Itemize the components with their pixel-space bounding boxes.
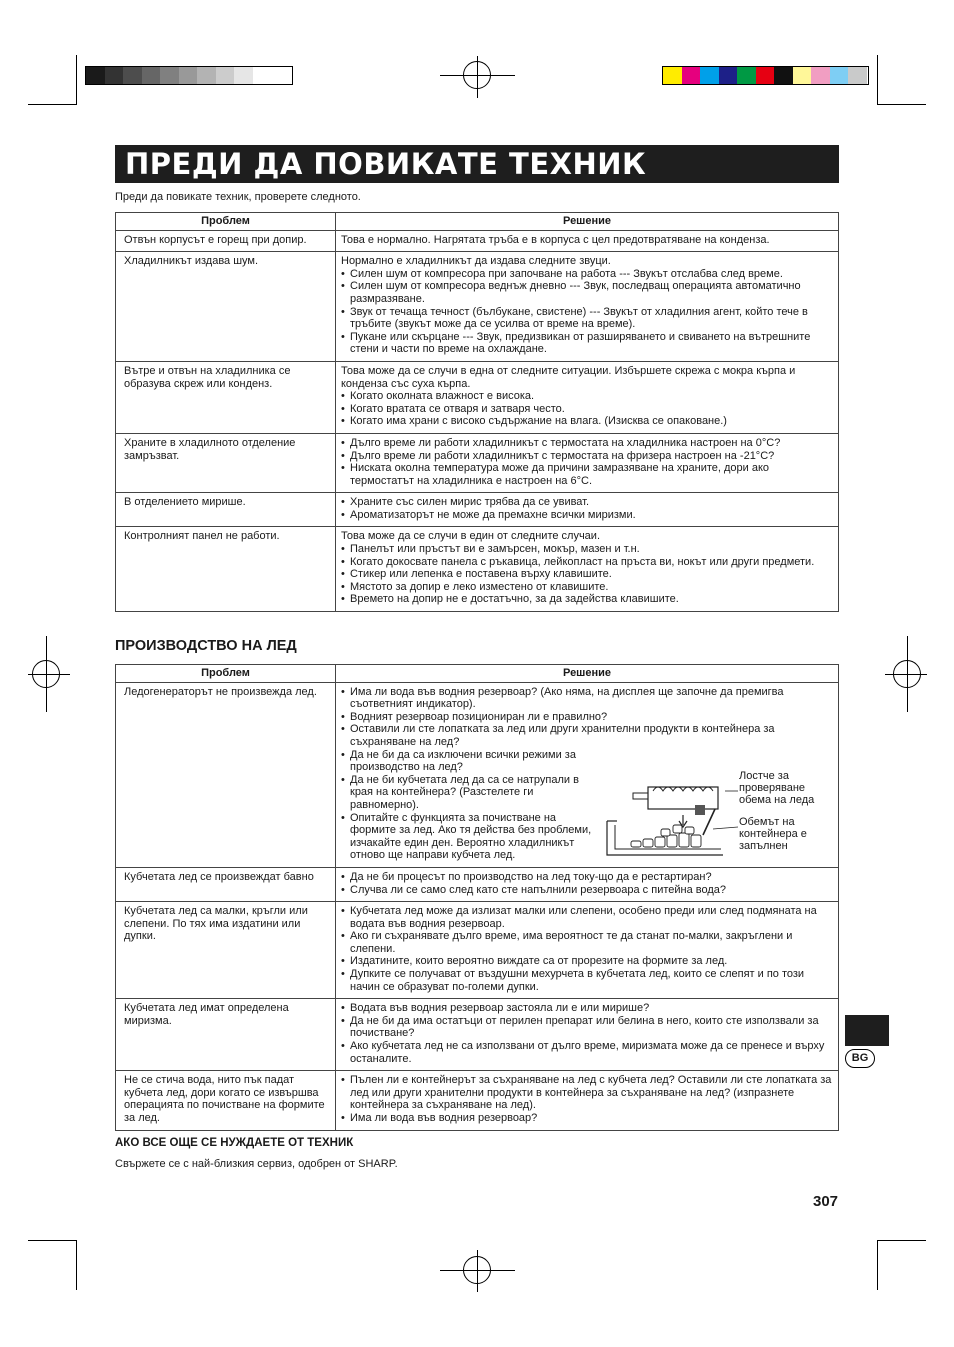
list-item: • Издатините, които вероятно виждате са от прорезите на формите за лед. — [341, 955, 833, 968]
list-item: • Водата във водния резервоар застояла ли е или мирише? — [341, 1002, 833, 1015]
troubleshooting-table — [115, 212, 839, 612]
table-row — [116, 999, 839, 1071]
color-swatch — [86, 67, 105, 84]
solution-body — [341, 1074, 833, 1124]
problem-cell: Кубчетата лед са малки, кръгли или слепени. По тях има издатини или дупки. — [116, 902, 336, 999]
page-number: 307 — [813, 1193, 839, 1210]
color-swatch — [830, 67, 849, 84]
list-item: • Силен шум от компресора при започване на работа --- Звукът отслабва след време. — [341, 268, 833, 281]
solution-list — [341, 268, 833, 356]
solution-cell — [336, 902, 839, 999]
list-item: • Ако кубчетата лед не са използвани от дълго време, миризмата може да се пренесе и върху останалите. — [341, 1040, 833, 1065]
solution-list — [341, 1002, 833, 1065]
list-item: • Когато има храни с високо съдържание на влага. (Изисква се опаковане.) — [341, 415, 833, 428]
color-swatch — [719, 67, 738, 84]
color-swatch — [216, 67, 235, 84]
color-swatch — [123, 67, 142, 84]
list-item: • Водният резервоар позициониран ли е правилно? — [341, 711, 833, 724]
list-item: • Когато околната влажност е висока. — [341, 390, 833, 403]
table-row — [116, 527, 839, 612]
solution-lead: Това може да се случи в една от следните ситуации. Избършете скрежа с мокра кърпа и конденза със суха кърпа. — [341, 364, 796, 390]
solution-cell — [336, 867, 839, 901]
problem-cell: Кубчетата лед се произвеждат бавно — [116, 867, 336, 901]
solution-list — [341, 390, 833, 428]
ice-section-title: ПРОИЗВОДСТВО НА ЛЕД — [115, 638, 297, 654]
table-row — [116, 230, 839, 252]
color-swatch — [737, 67, 756, 84]
list-item: • Мястото за допир е леко изместено от клавишите. — [341, 581, 833, 594]
list-item: • Пълен ли е контейнерът за съхраняване на лед с кубчета лед? Оставили ли сте лопатката за лед или други хранителни продукти в контейнера за съхраняване на лед? (изпразнете контейнера за съхраняване на лед). — [341, 1074, 833, 1112]
list-item: • Кубчетата лед може да излизат малки или слепени, особено преди или след подмяната на водата във водния резервоар. — [341, 905, 833, 930]
color-swatch — [663, 67, 682, 84]
solution-list — [341, 871, 833, 896]
list-item: • Дупките се получават от въздушни мехурчета в кубчетата лед, които се слепят и по този начин се образуват по-големи дупки. — [341, 968, 833, 993]
solution-list — [341, 496, 833, 521]
solution-list — [341, 905, 833, 993]
list-item: • Когато вратата се отваря и затваря често. — [341, 403, 833, 416]
list-item: • Дълго време ли работи хладилникът с термостата на хладилника настроен на 0°C? — [341, 437, 833, 450]
solution-cell — [336, 682, 839, 867]
problem-cell: В отделението мирише. — [116, 493, 336, 527]
problem-cell: Отвън корпусът е горещ при допир. — [116, 230, 336, 252]
list-item: • Има ли вода във водния резервоар? — [341, 1112, 833, 1125]
list-item: • Храните със силен мирис трябва да се увиват. — [341, 496, 833, 509]
lever-label: Лостче за проверяване обема на леда — [739, 769, 815, 807]
list-item: • Силен шум от компресора веднъж дневно --- Звук, последващ операцията автоматично размразяване. — [341, 280, 833, 305]
solution-cell — [336, 999, 839, 1071]
table-row — [116, 493, 839, 527]
grayscale-calibration-strip — [85, 66, 293, 85]
list-item: • Звук от течаща течност (бълбукане, свистене) --- Звукът от хладилния агент, който тече в тръбите (звукът може да се усилва от време на време). — [341, 306, 833, 331]
problem-cell: Контролният панел не работи. — [116, 527, 336, 612]
color-swatch — [105, 67, 124, 84]
problem-cell: Кубчетата лед имат определена миризма. — [116, 999, 336, 1071]
list-item: • Да не би да са изключени всички режими за производство на лед? — [341, 749, 605, 774]
color-swatch — [774, 67, 793, 84]
solution-cell — [336, 1071, 839, 1130]
page-title: ПРЕДИ ДА ПОВИКАТЕ ТЕХНИК — [115, 145, 839, 183]
problem-cell: Не се стича вода, нито пък падат кубчета лед, дори когато се извършва операцията по почистване на формите за лед. — [116, 1071, 336, 1130]
color-swatch — [142, 67, 161, 84]
table-row — [116, 252, 839, 362]
list-item: • Пукане или скърцане --- Звук, предизвикан от разширяването и свиването на вътрешните стени и части по време на охлаждане. — [341, 331, 833, 356]
solution-header: Решение — [336, 665, 839, 683]
solution-list — [341, 437, 833, 487]
color-swatch — [197, 67, 216, 84]
color-swatch — [160, 67, 179, 84]
list-item: • Да не би да има остатъци от перилен препарат или белина в него, които сте използвали за почистване? — [341, 1015, 833, 1040]
color-swatch — [756, 67, 775, 84]
solution-cell — [336, 433, 839, 492]
problem-cell: Хладилникът издава шум. — [116, 252, 336, 362]
solution-cell — [336, 230, 839, 252]
list-item: • Ароматизаторът не може да премахне всички миризми. — [341, 509, 833, 522]
list-item: • Оставили ли сте лопатката за лед или други хранителни продукти в контейнера за съхраняване на лед? — [341, 723, 833, 748]
solution-header: Решение — [336, 213, 839, 231]
problem-cell: Храните в хладилното отделение замръзват. — [116, 433, 336, 492]
solution-lead: Нормално е хладилникът да издава следните звуци. — [341, 255, 611, 268]
color-swatch — [179, 67, 198, 84]
problem-header: Проблем — [116, 213, 336, 231]
solution-body — [341, 686, 833, 862]
table-row — [116, 902, 839, 999]
color-swatch — [234, 67, 253, 84]
solution-cell — [336, 252, 839, 362]
list-item: • Има ли вода във водния резервоар? (Ако няма, на дисплея ще започне да премигва съответният индикатор). — [341, 686, 833, 711]
list-item: • Да не би кубчетата лед да са се натрупали в края на контейнера? (Разстелете ги равномерно). — [341, 774, 605, 812]
table-row — [116, 433, 839, 492]
problem-cell: Вътре и отвън на хладилника се образува скреж или конденз. — [116, 361, 336, 433]
list-item: • Случва ли се само след като сте напълнили резервоара с питейна вода? — [341, 884, 833, 897]
technician-section-title: АКО ВСЕ ОЩЕ СЕ НУЖДАЕТЕ ОТ ТЕХНИК — [115, 1137, 354, 1149]
list-item: • Ако ги съхранявате дълго време, има вероятност те да станат по-малки, закръглени и слепени. — [341, 930, 833, 955]
solution-body — [341, 1002, 833, 1065]
list-item: • Панелът или пръстът ви е замърсен, мокър, мазен и т.н. — [341, 543, 833, 556]
list-item: • Ниската околна температура може да причини замразяване на храните, дори ако термостатът на хладилника е настроен на 6°C. — [341, 462, 833, 487]
problem-cell: Ледогенераторът не произвежда лед. — [116, 682, 336, 867]
list-item: • Да не би процесът по производство на лед току-що да е рестартиран? — [341, 871, 833, 884]
volume-label: Обемът на контейнера е запълнен — [739, 815, 807, 853]
table-row — [116, 1071, 839, 1130]
color-swatch — [793, 67, 812, 84]
chapter-tab — [845, 1015, 889, 1046]
language-badge: BG — [845, 1049, 875, 1068]
ice-troubleshooting-table — [115, 664, 839, 1131]
list-item: • Дълго време ли работи хладилникът с термостата на фризера настроен на -21°C? — [341, 450, 833, 463]
color-swatch — [682, 67, 701, 84]
table-row — [116, 867, 839, 901]
color-swatch — [811, 67, 830, 84]
solution-list — [341, 543, 833, 606]
table-row — [116, 682, 839, 867]
solution-cell — [336, 493, 839, 527]
solution-body — [341, 871, 833, 896]
solution-cell — [336, 527, 839, 612]
solution-list — [341, 1074, 833, 1124]
technician-section-text: Свържете се с най-близкия сервиз, одобрен от SHARP. — [115, 1158, 398, 1170]
color-calibration-strip — [662, 66, 869, 85]
color-swatch — [253, 67, 272, 84]
intro-text: Преди да повикате техник, проверете следното. — [115, 191, 361, 203]
solution-cell — [336, 361, 839, 433]
list-item: • Стикер или лепенка е поставена върху клавишите. — [341, 568, 833, 581]
table-row — [116, 361, 839, 433]
problem-header: Проблем — [116, 665, 336, 683]
solution-body — [341, 905, 833, 993]
color-swatch — [848, 67, 867, 84]
list-item: • Когато докосвате панела с ръкавица, лейкопласт на пръста ви, нокът или други предмети. — [341, 556, 833, 569]
solution-lead: Това е нормално. Нагрятата тръба е в корпуса с цел предотвратяване на конденза. — [341, 233, 770, 246]
solution-lead: Това може да се случи в един от следните случаи. — [341, 530, 601, 543]
list-item: • Времето на допир не е достатъчно, за да задейства клавишите. — [341, 593, 833, 606]
color-swatch — [700, 67, 719, 84]
list-item: • Опитайте с функцията за почистване на формите за лед. Ако тя действа без проблеми, изчакайте един ден. Вероятно хладилникът отново ще направи кубчета лед. — [341, 812, 605, 862]
